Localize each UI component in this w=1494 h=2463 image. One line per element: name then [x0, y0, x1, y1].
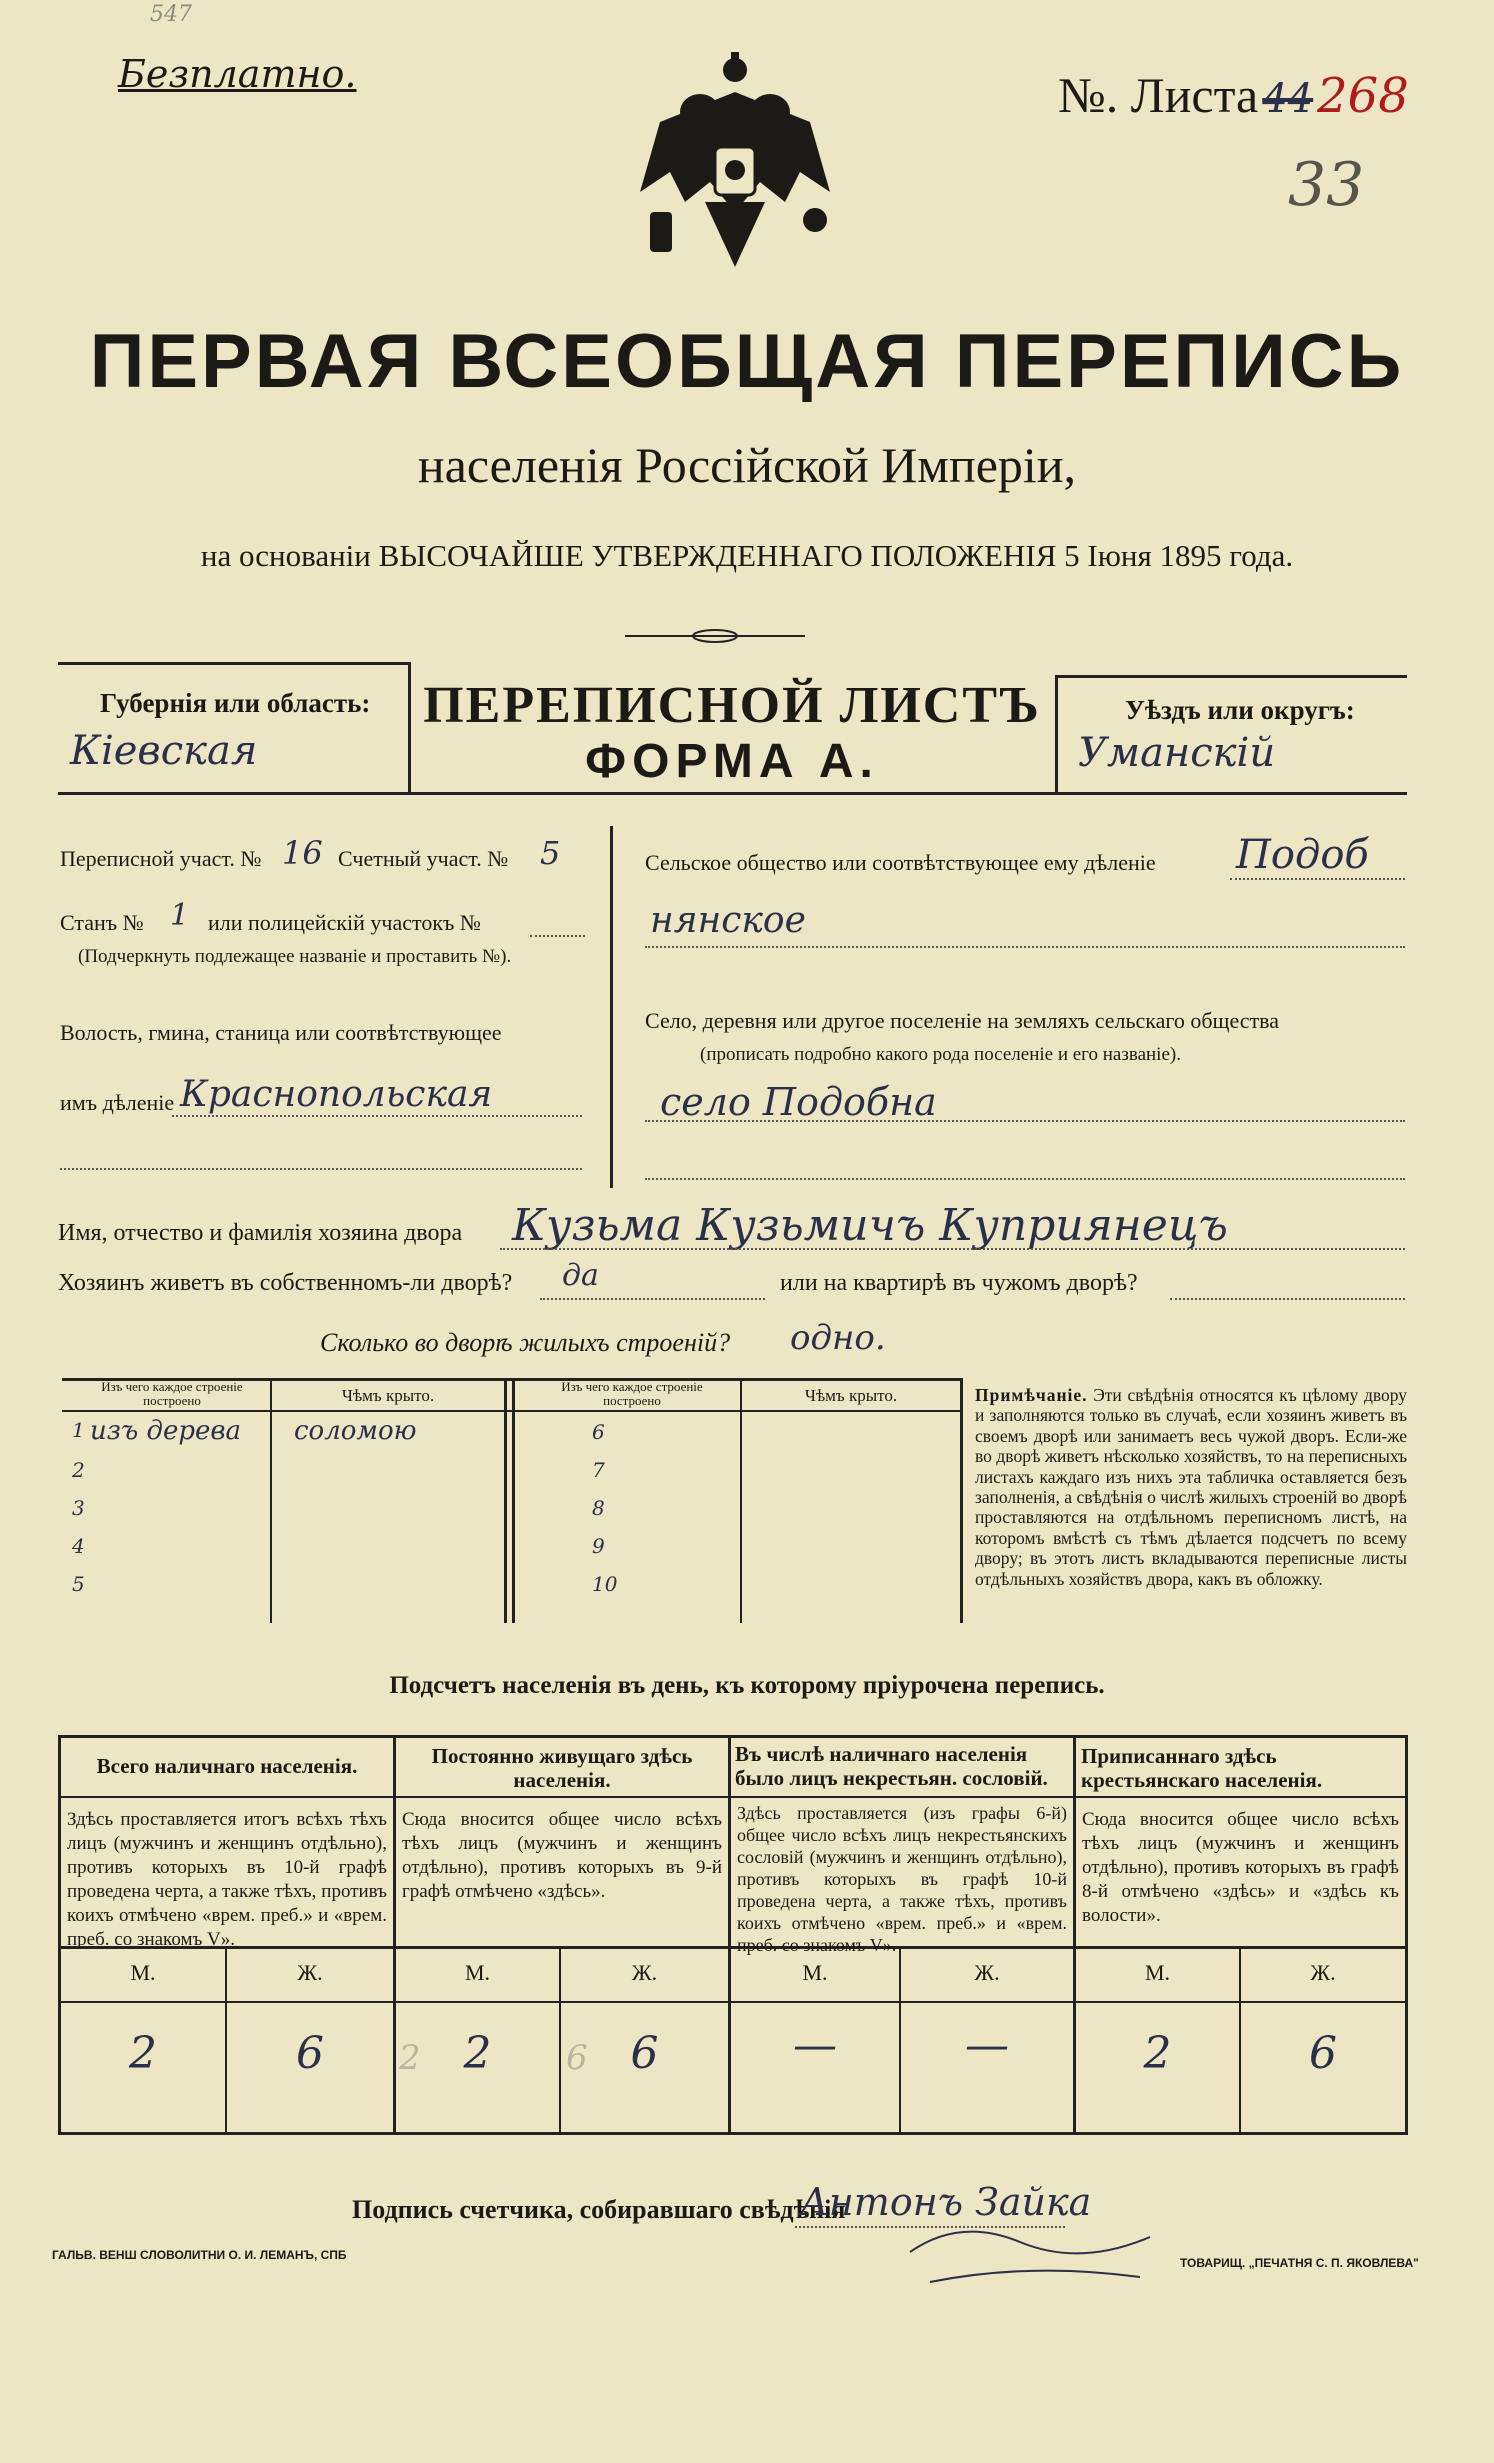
count-section-label: Счетный участ. № — [338, 846, 509, 871]
col-built-header-2: Изъ чего каждое строеніе построено — [561, 1379, 703, 1408]
district-value: Уманскій — [1078, 730, 1276, 776]
col-roof-header-2: Чѣмъ крыто. — [804, 1386, 898, 1405]
sheet-old-number: 44 — [1262, 76, 1314, 122]
table-row — [517, 1458, 957, 1496]
rule — [731, 1796, 1073, 1798]
row-roof: соломою — [294, 1416, 417, 1446]
society-value-2: нянское — [650, 900, 806, 941]
col-header-total: Всего наличнаго населенія. — [96, 1754, 358, 1778]
owner-field — [500, 1248, 1405, 1250]
col-built-header: Изъ чего каждое строеніе построено — [101, 1379, 243, 1408]
own-yard-label: Хозяинъ живетъ въ собственномъ-ли дворѣ? — [58, 1270, 513, 1296]
female-label: Ж. — [974, 1960, 1000, 1985]
male-value: — — [793, 2020, 837, 2071]
volost-value: Краснопольская — [180, 1074, 493, 1115]
rule — [504, 1378, 507, 1623]
row-number: 5 — [72, 1572, 85, 1596]
buildings-label: Сколько во дворѣ жилыхъ строеній? — [320, 1328, 731, 1357]
census-section-label: Переписной участ. № — [60, 846, 262, 871]
row-built: изъ дерева — [90, 1416, 242, 1446]
row-number: 9 — [592, 1534, 605, 1558]
col-desc-registered: Сюда вносится общее число всѣхъ тѣхъ лицъ (мужчинъ и женщинъ отдѣльно), противъ которыхъ въ графѣ 8-й отмѣчено «здѣсь» и «здѣсь къ волости». — [1082, 1809, 1399, 1926]
village-label: Село, деревня или другое поселеніе на земляхъ сельскаго общества — [645, 1008, 1280, 1033]
rule — [512, 1378, 515, 1623]
village-note: (прописать подробно какого рода поселеніе и его названіе). — [700, 1044, 1181, 1065]
ornament-divider — [625, 628, 805, 644]
population-table — [58, 1735, 1408, 2135]
col-desc-non-peasant: Здѣсь проставляется (изъ графы 6-й) общее число всѣхъ лицъ некрестьянскихъ сословій (мужчинъ и женщинъ отдѣльно), противъ которыхъ въ графѣ 10-й проведена черта, а также тѣхъ, противъ коихъ отмѣчено «врем. преб.» и «врем. преб. со знакомъ V». — [737, 1803, 1067, 1955]
table-row — [517, 1420, 957, 1458]
rule — [408, 662, 411, 792]
rule — [396, 1796, 728, 1798]
buildings-table — [62, 1378, 962, 1628]
female-value: 6 — [630, 2028, 659, 2079]
volost-label-2: имъ дѣленіе — [60, 1090, 175, 1115]
row-number: 2 — [72, 1458, 85, 1482]
census-section-value: 16 — [282, 834, 323, 872]
table-row — [62, 1496, 502, 1534]
village-value: село Подобна — [660, 1080, 937, 1124]
row-number: 4 — [72, 1534, 85, 1558]
volost-label: Волость, гмина, станица или соотвѣтствующее — [60, 1020, 502, 1045]
free-label: Безплатно. — [118, 52, 357, 96]
society-field-2 — [645, 946, 1405, 948]
governorate-value: Кіевская — [70, 728, 258, 774]
table-row — [517, 1572, 957, 1610]
male-label: М. — [802, 1960, 828, 1985]
population-title: Подсчетъ населенія въ день, къ которому пріурочена перепись. — [389, 1672, 1105, 1699]
col-desc-permanent: Сюда вносится общее число всѣхъ тѣхъ лицъ (мужчинъ и женщинъ отдѣльно), противъ которыхъ въ 9-й графѣ отмѣчено «здѣсь». — [402, 1809, 722, 1902]
female-faint-value: 6 — [566, 2038, 588, 2078]
male-label: М. — [130, 1960, 156, 1985]
table-row — [517, 1534, 957, 1572]
volost-field — [172, 1115, 582, 1117]
rented-field — [1170, 1298, 1405, 1300]
basis-line: на основаніи ВЫСОЧАЙШЕ УТВЕРЖДЕННАГО ПОЛОЖЕНІЯ 5 Іюня 1895 года. — [200, 538, 1294, 573]
sheet-number — [1058, 66, 1409, 124]
table-row — [62, 1418, 502, 1456]
row-number: 1 — [72, 1418, 85, 1442]
printer-left: ГАЛЬВ. ВЕНШ СЛОВОЛИТНИ О. И. ЛЕМАНЪ, СПБ — [52, 2248, 347, 2262]
table-row — [517, 1496, 957, 1534]
buildings-value: одно. — [790, 1318, 886, 1358]
society-value: Подоб — [1236, 832, 1369, 878]
count-section-value: 5 — [540, 834, 561, 872]
male-label: М. — [1144, 1960, 1171, 1985]
imperial-eagle-icon — [630, 52, 840, 282]
table-row — [62, 1534, 502, 1572]
col-roof-header: Чѣмъ крыто. — [341, 1386, 435, 1405]
rule — [1076, 1796, 1405, 1798]
own-yard-value: да — [562, 1258, 599, 1293]
rented-label: или на квартирѣ въ чужомъ дворѣ? — [780, 1270, 1138, 1296]
row-number: 3 — [72, 1496, 85, 1520]
col-header-permanent: Постоянно живущаго здѣсь населенія. — [431, 1744, 693, 1792]
rule — [1055, 675, 1058, 792]
col-desc-total: Здѣсь проставляется итогъ всѣхъ тѣхъ лицъ (мужчинъ и женщинъ отдѣльно), противъ которыхъ въ 10-й графѣ проведена черта, а также тѣхъ, противъ коихъ отмѣчено «врем. преб.» и «врем. преб. со знакомъ V». — [67, 1809, 387, 1950]
table-note — [975, 1385, 1407, 1589]
owner-value: Кузьма Кузьмичъ Куприянецъ — [512, 1200, 1228, 1251]
police-label: или полицейскій участокъ № — [208, 910, 481, 935]
underline-note: (Подчеркнуть подлежащее названіе и проставить №). — [78, 946, 512, 967]
form-title-line2: ФОРМА А. — [585, 735, 879, 788]
female-value: 6 — [296, 2028, 324, 2079]
rule — [960, 1378, 963, 1623]
rule — [61, 1796, 393, 1798]
male-value: 2 — [129, 2028, 157, 2079]
volost-field-2 — [60, 1168, 582, 1170]
female-label: Ж. — [631, 1960, 658, 1985]
page-subtitle: населенія Россійской Имперіи, — [417, 437, 1077, 493]
stan-value: 1 — [170, 898, 190, 933]
note-title: Примѣчаніе. — [975, 1385, 1088, 1405]
table-row — [62, 1572, 502, 1610]
district-label: Уѣздъ или округъ: — [1125, 695, 1355, 725]
male-value: 2 — [463, 2028, 492, 2079]
row-number: 8 — [592, 1496, 605, 1520]
female-value: 6 — [1309, 2028, 1337, 2079]
stan-label: Станъ № — [60, 910, 144, 935]
society-label: Сельское общество или соотвѣтствующее ему дѣленіе — [645, 850, 1156, 875]
female-label: Ж. — [1310, 1960, 1336, 1985]
owner-label: Имя, отчество и фамилія хозяина двора — [58, 1220, 463, 1246]
village-field — [645, 1120, 1405, 1122]
form-title-line1: ПЕРЕПИСНОЙ ЛИСТЪ — [423, 677, 1041, 734]
male-value: 2 — [1143, 2028, 1172, 2079]
pencil-mark: 547 — [150, 2, 192, 27]
own-yard-field — [540, 1298, 765, 1300]
female-value: — — [965, 2020, 1009, 2071]
rule — [58, 792, 1407, 795]
page-title: ПЕРВАЯ ВСЕОБЩАЯ ПЕРЕПИСЬ — [89, 319, 1405, 404]
governorate-label: Губернія или область: — [100, 688, 371, 718]
table-row — [62, 1458, 502, 1496]
signature-flourish — [900, 2212, 1160, 2292]
row-number: 7 — [592, 1458, 605, 1482]
society-field — [1230, 878, 1405, 880]
note-text: Эти свѣдѣнія относятся къ цѣлому двору и заполняются только въ случаѣ, если хозяинъ живетъ въ своемъ дворѣ или занимаетъ весь чужой дворъ. Если-же во дворѣ живетъ нѣсколько хозяйствъ, то на переписныхъ листахъ каждаго изъ нихъ эта табличка оставляется безъ заполненія, а свѣдѣнія о числѣ жилыхъ строеній во дворѣ проставляются на отдѣльномъ переписномъ листѣ, на которомъ вмѣстѣ съ тѣмъ дѣлается подсчетъ по всему двору; въ этотъ листъ вкладываются переписные листы отдѣльныхъ хозяйствъ двора, какъ въ обложку. — [975, 1385, 1408, 1589]
signature-label: Подпись счетчика, собиравшаго свѣдѣнія — [352, 2195, 846, 2224]
rule — [61, 2001, 1405, 2003]
printer-right: ТОВАРИЩ. „ПЕЧАТНЯ С. П. ЯКОВЛЕВА" — [1180, 2256, 1419, 2270]
col-header-registered: Приписаннаго здѣсь крестьянскаго населенія. — [1081, 1744, 1323, 1792]
village-field-2 — [645, 1178, 1405, 1180]
row-number: 10 — [592, 1572, 618, 1596]
female-label: Ж. — [297, 1960, 323, 1985]
sheet-extra-number: 33 — [1288, 150, 1365, 220]
rule — [610, 826, 613, 1188]
row-number: 6 — [592, 1420, 605, 1444]
male-label: М. — [464, 1960, 491, 1985]
sheet-label: №. Листа — [1058, 67, 1259, 123]
sheet-new-number: 268 — [1317, 68, 1409, 124]
rule — [1055, 675, 1407, 678]
police-field — [530, 935, 585, 937]
male-faint-value: 2 — [399, 2038, 421, 2078]
col-header-non-peasant: Въ числѣ наличнаго населенія было лицъ некрестьян. сословій. — [735, 1742, 1048, 1790]
signature-value: Антонъ Зайка — [800, 2180, 1092, 2224]
rule — [58, 662, 408, 665]
